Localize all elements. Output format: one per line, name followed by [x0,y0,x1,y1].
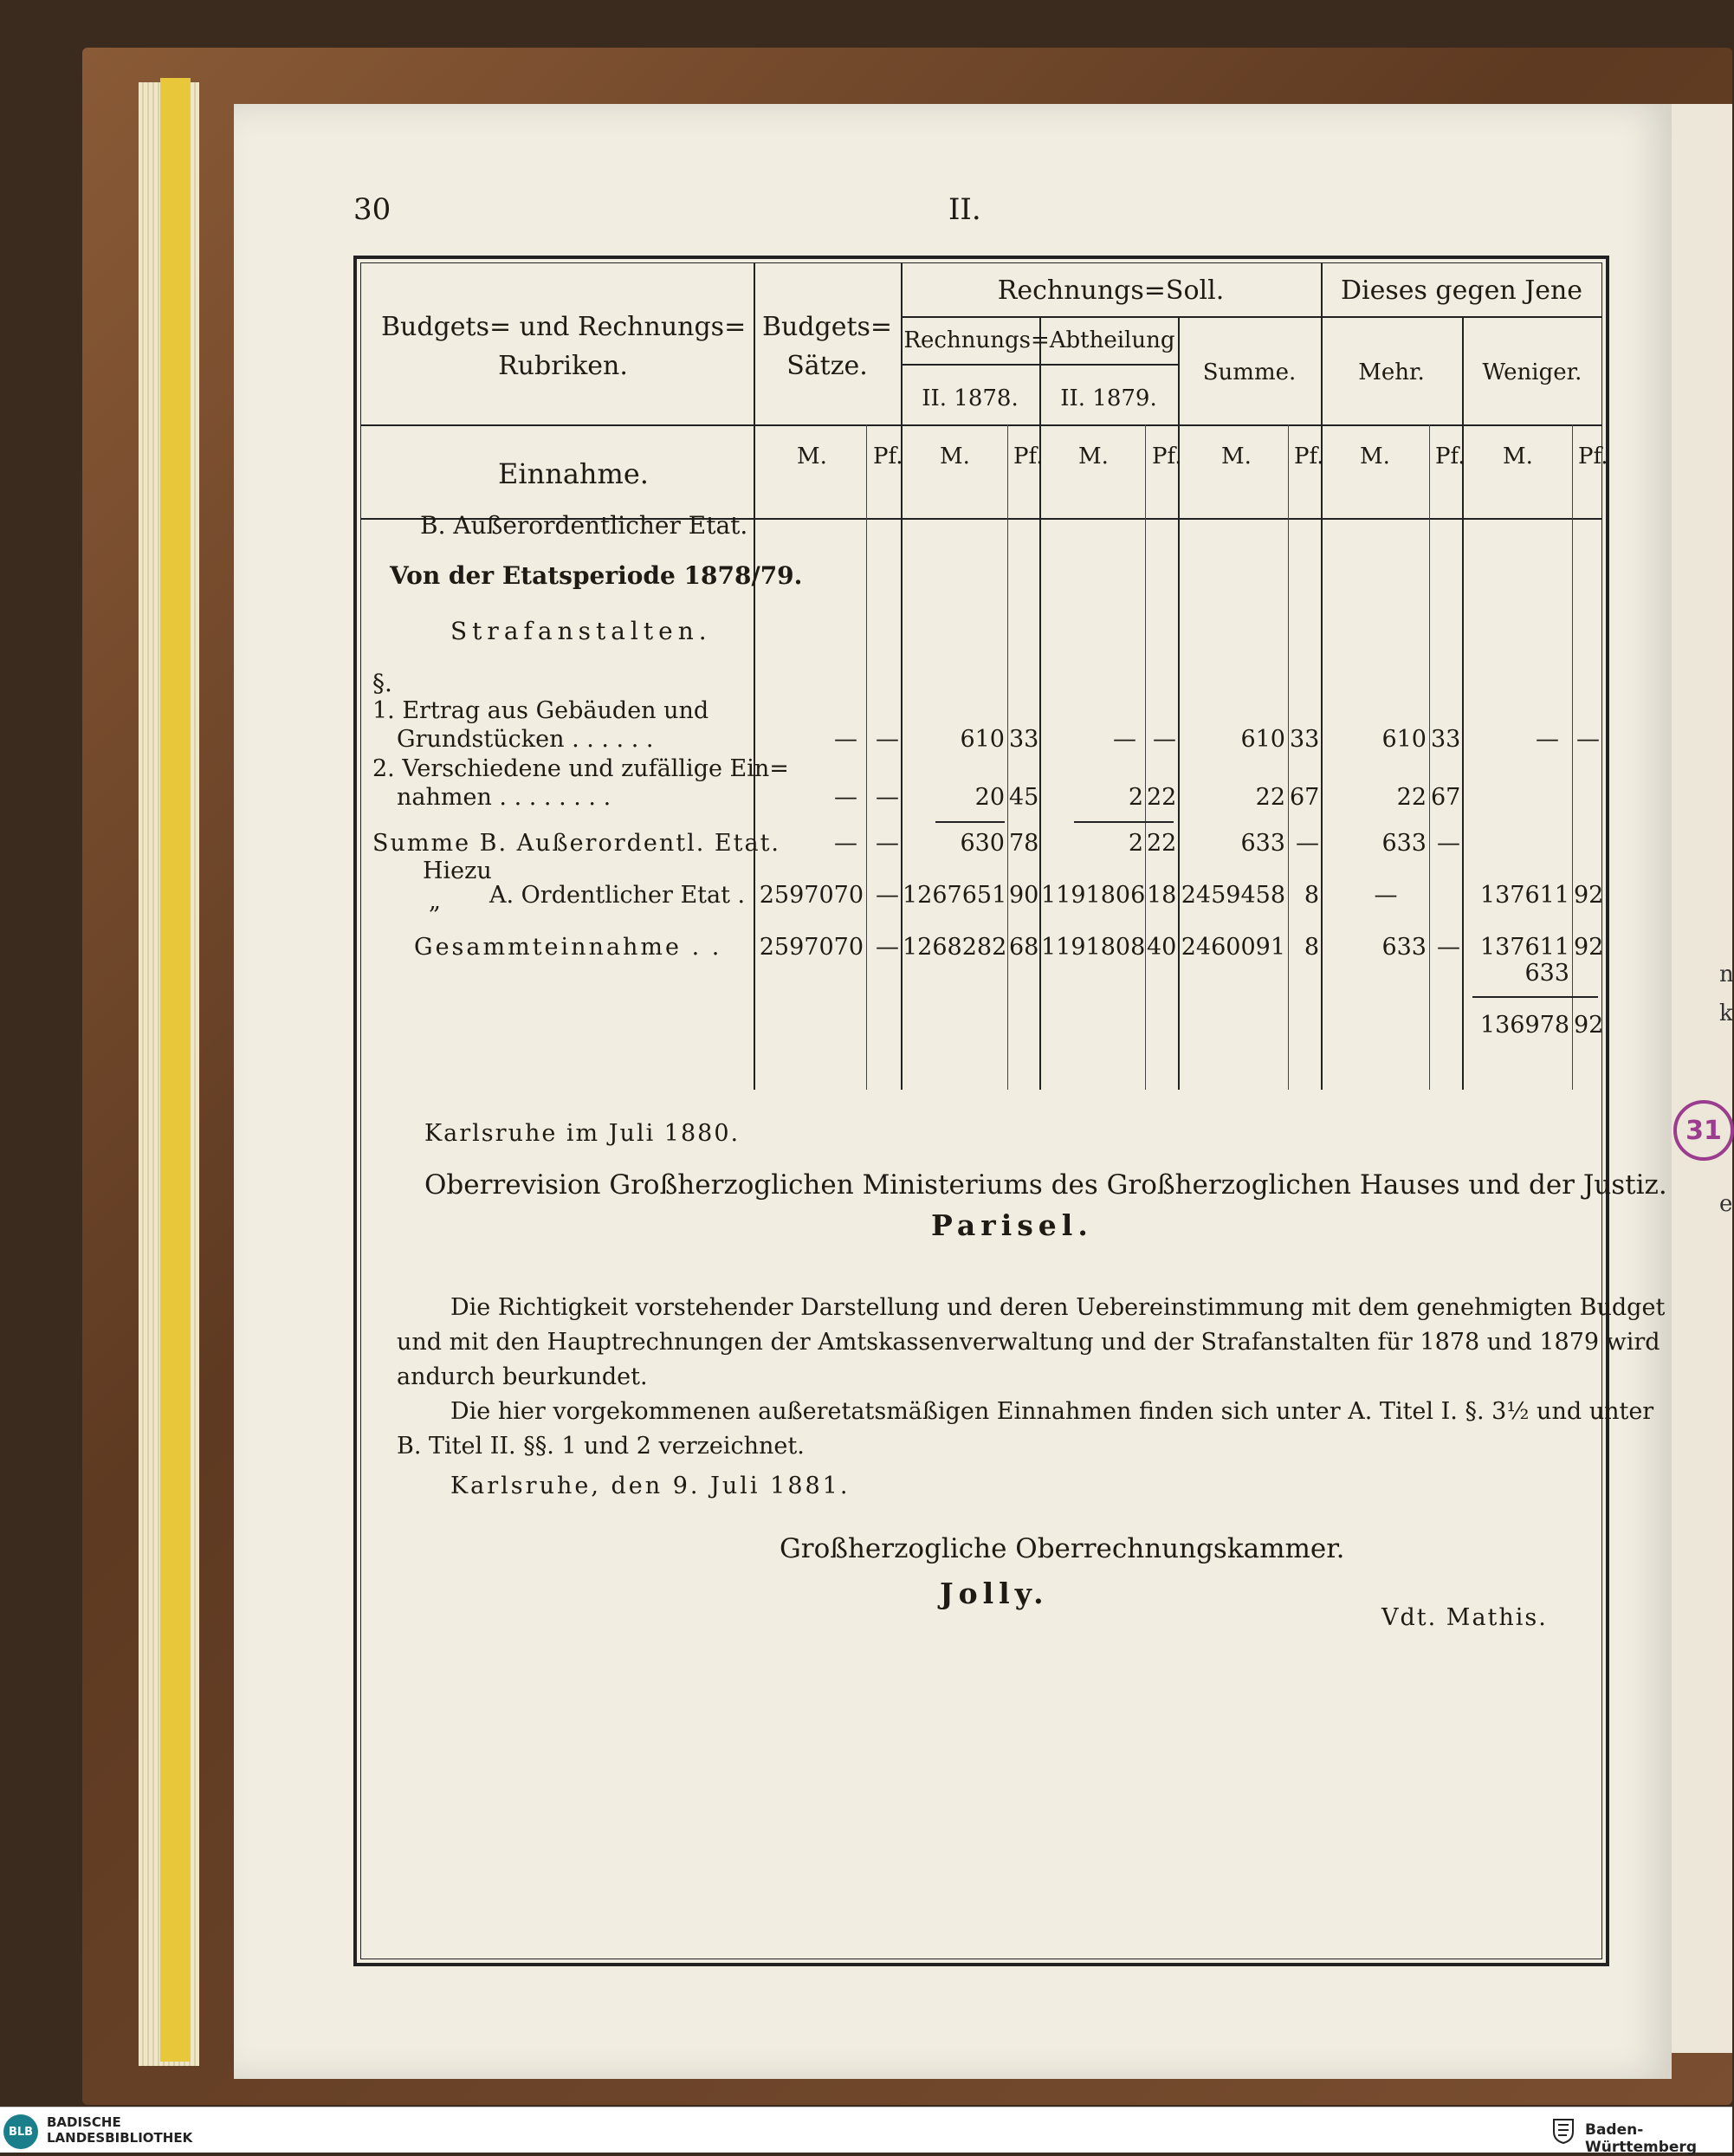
summe-b-budget-pf: — [876,830,899,857]
row1-1879-pf: — [1153,726,1176,753]
row2-mehr-pf: 67 [1431,784,1461,811]
blb-logo: BLB [3,2114,38,2149]
dieses-gegen-jene-header: Dieses gegen Jene [1340,275,1583,306]
summe-b-summe-m: 633 [1240,830,1285,857]
unit-mark: M. [1503,444,1533,469]
summe-b-1879-m: 2 [1128,830,1143,857]
bw-name: Baden-Württemberg [1585,2121,1697,2156]
next-page-edge [1667,104,1732,2053]
baden-wuerttemberg-lion-icon [1550,2116,1576,2144]
row2-1878-pf: 45 [1009,784,1039,811]
periode-heading: Von der Etatsperiode 1878/79. [390,561,803,590]
gesammt-result-pf: 92 [1574,1012,1604,1039]
section-title: II. [948,192,981,227]
gesammt-minus-m: 633 [1524,960,1569,987]
yellow-edge [160,78,191,2062]
rule [1429,424,1430,1090]
gesammt-mehr-pf: — [1437,934,1460,961]
rule [360,424,1602,426]
ordentlich-weniger-m: 137611 [1479,882,1569,909]
rule [866,424,867,1090]
unit-mark: M. [940,444,970,469]
row1-weniger-m: — [1536,726,1559,753]
gesammt-1879-m: 1191808 [1041,934,1146,961]
gesammt-budget-m: 2597070 [759,934,864,961]
summe-b-mehr-pf: — [1437,830,1460,857]
summe-b-mehr-m: 633 [1381,830,1427,857]
row2-summe-pf: 67 [1290,784,1320,811]
office-name: Oberrevision Großherzoglichen Ministeriums des Großherzoglichen Hauses und der Justiz. [424,1169,1667,1201]
rechnungs-soll-header: Rechnungs=Soll. [997,275,1225,306]
row1-mehr-m: 610 [1381,726,1427,753]
gesammt-weniger-m: 137611 [1479,934,1569,961]
rule [1321,262,1323,1090]
unit-mark: M. [1078,444,1109,469]
row1-label-2: Grundstücken . . . . . . [397,726,654,753]
rule [1288,424,1289,1090]
para1-line3: andurch beurkundet. [397,1363,648,1390]
ordentlich-1878-m: 1267651 [903,882,1007,909]
gesammt-1878-m: 1268282 [903,934,1007,961]
page-stamp: 31 [1673,1100,1734,1161]
sum-line [1074,821,1174,823]
summe-b-label: Summe B. Außerordentl. Etat. [372,830,781,857]
paragraph-sign: §. [372,669,392,697]
place-date-1: Karlsruhe im Juli 1880. [424,1120,741,1147]
summe-b-1878-m: 630 [960,830,1005,857]
para1-line2: und mit den Hauptrechnungen der Amtskassenverwaltung und der Strafanstalten für 1878 und 1879 wird [397,1329,1660,1356]
gesammt-summe-m: 2460091 [1181,934,1285,961]
ordentlich-1879-m: 1191806 [1041,882,1146,909]
signer-mathis: Vdt. Mathis. [1381,1604,1548,1631]
rule [901,316,1602,318]
abtheilung-header: Rechnungs=Abtheilung [903,327,1175,353]
place-date-2: Karlsruhe, den 9. Juli 1881. [450,1473,851,1499]
ordentlich-weniger-pf: 92 [1574,882,1604,909]
row1-budget-m: — [834,726,857,753]
row1-1879-m: — [1113,726,1136,753]
unit-pf: Pf. [1152,444,1182,469]
para2-line2: B. Titel II. §§. 1 und 2 verzeichnet. [397,1433,805,1460]
ordentlich-budget-m: 2597070 [759,882,864,909]
ordentlich-quote: „ [429,888,441,915]
gesammt-label: Gesammteinnahme . . [414,934,722,961]
gesammt-budget-pf: — [876,934,899,961]
row2-1878-m: 20 [974,784,1005,811]
row2-label-1: 2. Verschiedene und zufällige Ein= [372,755,789,782]
para2-line1: Die hier vorgekommenen außeretatsmäßigen Einnahmen finden sich unter A. Titel I. §. 3½ und unter [450,1398,1654,1425]
gesammt-1878-pf: 68 [1009,934,1039,961]
summe-b-1879-pf: 22 [1147,830,1177,857]
budget-header-2: Sätze. [786,351,868,381]
ordentlich-mehr-m: — [1374,882,1398,909]
gesammt-summe-pf: 8 [1304,934,1319,961]
chamber-name: Großherzogliche Oberrechnungskammer. [780,1533,1345,1564]
row1-label-1: 1. Ertrag aus Gebäuden und [372,697,709,724]
gesammt-mehr-m: 633 [1381,934,1427,961]
unit-pf: Pf. [1294,444,1324,469]
weniger-header: Weniger. [1482,359,1582,385]
rubrics-header-2: Rubriken. [498,351,628,381]
summe-header: Summe. [1202,359,1297,385]
row2-mehr-m: 22 [1396,784,1427,811]
unit-pf: Pf. [873,444,903,469]
gesammt-weniger-pf: 92 [1574,934,1604,961]
ordentlich-budget-pf: — [876,882,899,909]
row1-summe-pf: 33 [1290,726,1320,753]
ordentlich-summe-m: 2459458 [1181,882,1285,909]
signer-jolly: Jolly. [940,1577,1049,1610]
row1-1878-pf: 33 [1009,726,1039,753]
page-number: 30 [353,192,391,227]
budget-header-1: Budgets= [761,312,893,342]
para1-line1: Die Richtigkeit vorstehender Darstellung und deren Uebereinstimmung mit dem genehmigten Budget [450,1294,1666,1321]
rule [1178,316,1180,1090]
hiezu-label: Hiezu [423,858,492,884]
sum-line [1472,996,1598,998]
summe-b-summe-pf: — [1296,830,1319,857]
mehr-header: Mehr. [1358,359,1425,385]
rule [1145,424,1146,1090]
rule [1572,424,1573,1090]
row1-1878-m: 610 [960,726,1005,753]
row2-1879-pf: 22 [1147,784,1177,811]
unit-pf: Pf. [1435,444,1465,469]
row1-summe-m: 610 [1240,726,1285,753]
rubrics-header-1: Budgets= und Rechnungs= [381,312,747,342]
unit-pf: Pf. [1013,444,1044,469]
row1-mehr-pf: 33 [1431,726,1461,753]
strafanstalten-heading: Strafanstalten. [450,617,712,645]
row2-budget-m: — [834,784,857,811]
ordentlich-summe-pf: 8 [1304,882,1319,909]
gesammt-1879-pf: 40 [1147,934,1177,961]
gesammt-result-m: 136978 [1479,1012,1569,1039]
rule [1007,424,1008,1090]
row2-budget-pf: — [876,784,899,811]
signer-parisel: Parisel. [931,1208,1093,1242]
ordentlich-1878-pf: 90 [1009,882,1039,909]
rule [1039,316,1041,1090]
row2-summe-m: 22 [1255,784,1285,811]
unit-pf: Pf. [1578,444,1608,469]
ordentlich-1879-pf: 18 [1147,882,1177,909]
etat-heading: B. Außerordentlicher Etat. [420,511,748,540]
ordentlich-label: A. Ordentlicher Etat . [489,882,746,909]
blb-name-line-2: LANDESBIBLIOTHEK [47,2130,193,2146]
rule [754,262,755,1090]
blb-name [47,2114,192,2146]
row1-budget-pf: — [876,726,899,753]
year-1879-header: II. 1879. [1060,385,1157,411]
year-1878-header: II. 1878. [922,385,1019,411]
sum-line [935,821,1005,823]
row1-weniger-pf: — [1576,726,1600,753]
blb-name-line-1: BADISCHE [47,2114,121,2130]
footer-bar [0,2107,1732,2156]
summe-b-1878-pf: 78 [1009,830,1039,857]
summe-b-budget-m: — [834,830,857,857]
unit-mark: M. [797,444,827,469]
row2-1879-m: 2 [1128,784,1143,811]
unit-mark: M. [1221,444,1252,469]
unit-mark: M. [1360,444,1390,469]
row2-label-2: nahmen . . . . . . . . [397,784,611,811]
einnahme-heading: Einnahme. [498,457,649,490]
